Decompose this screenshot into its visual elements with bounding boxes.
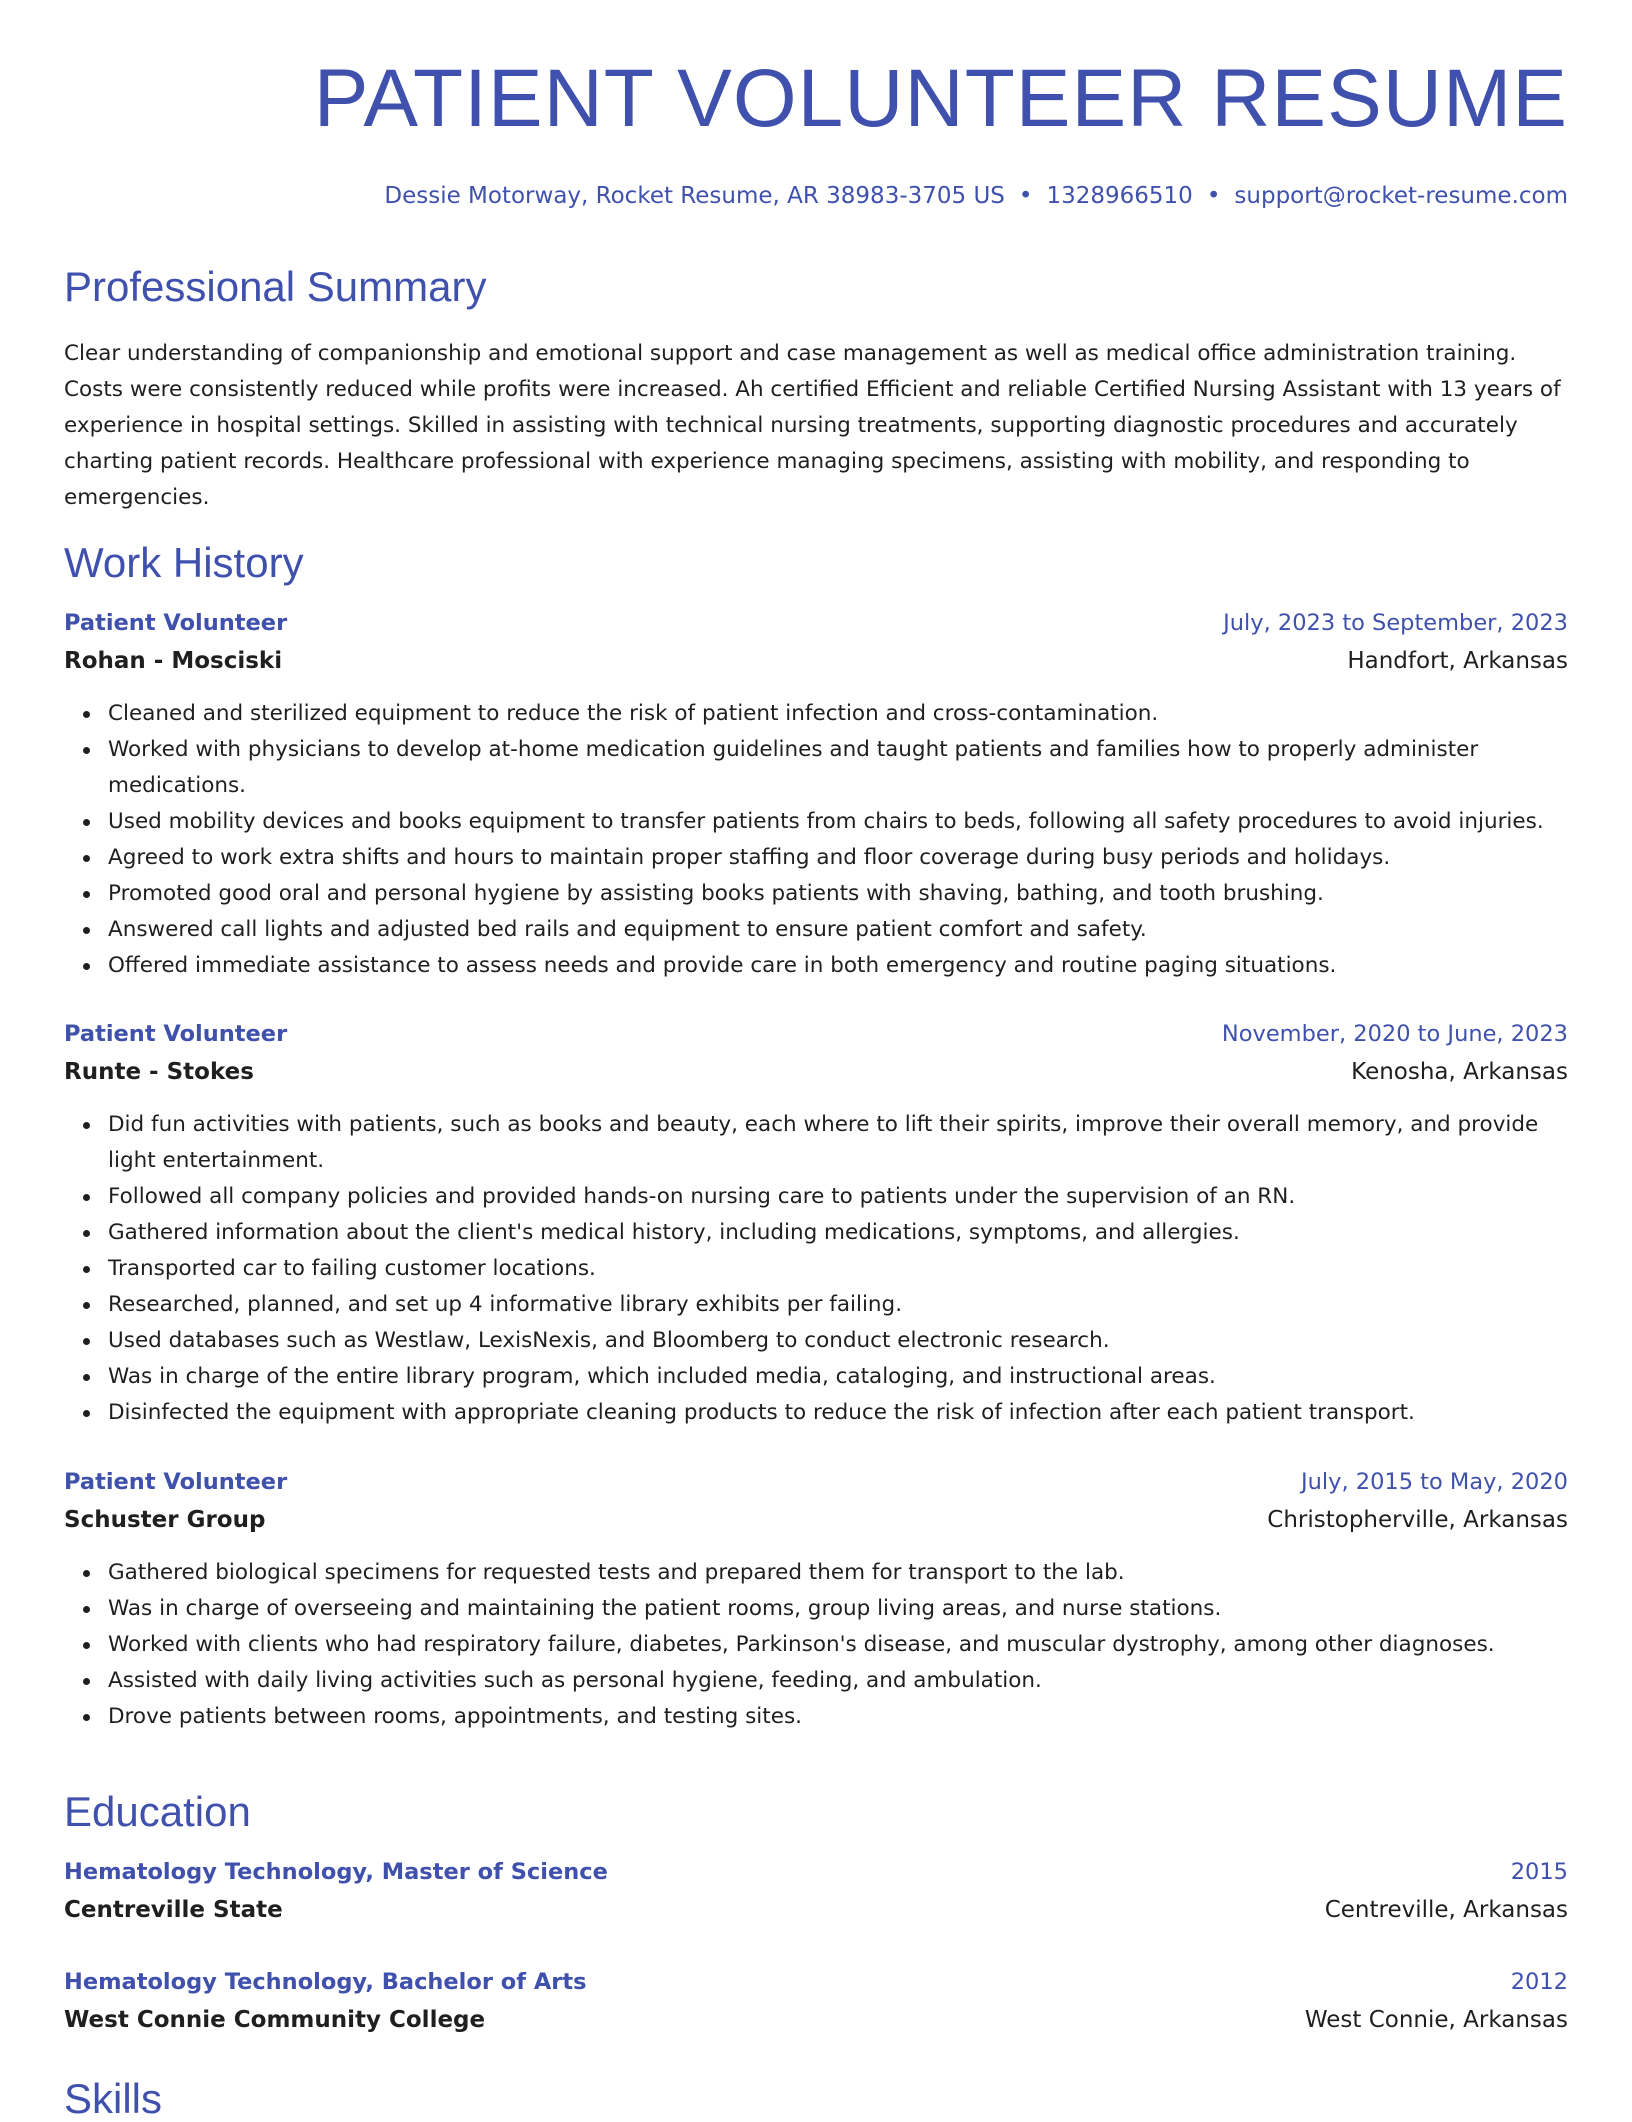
job-bullet: Drove patients between rooms, appointments, and testing sites. <box>108 1699 1568 1735</box>
job-company-row <box>64 1059 1568 1097</box>
job-title: Patient Volunteer <box>64 610 288 636</box>
job-bullet: Gathered information about the client's medical history, including medications, symptoms, and allergies. <box>108 1215 1568 1251</box>
education-school-row <box>64 2007 1568 2045</box>
job-dates: July, 2015 to May, 2020 <box>1300 1469 1568 1495</box>
job-location: Handfort, Arkansas <box>1347 648 1568 674</box>
job-bullet-list <box>64 1555 1568 1735</box>
job-company: Rohan - Mosciski <box>64 648 283 674</box>
job-entry <box>64 1021 1568 1431</box>
contact-address: Dessie Motorway, Rocket Resume, AR 38983-3705 US <box>384 183 1005 209</box>
contact-separator: • <box>1018 183 1033 209</box>
resume-title: PATIENT VOLUNTEER RESUME <box>313 53 1568 144</box>
job-bullet: Was in charge of the entire library program, which included media, cataloging, and instructional areas. <box>108 1359 1568 1395</box>
job-bullet: Cleaned and sterilized equipment to reduce the risk of patient infection and cross-contamination. <box>108 696 1568 732</box>
contact-phone: 1328966510 <box>1046 183 1193 209</box>
education-school: Centreville State <box>64 1897 283 1923</box>
job-bullet: Researched, planned, and set up 4 informative library exhibits per failing. <box>108 1287 1568 1323</box>
contact-separator: • <box>1206 183 1221 209</box>
job-entry <box>64 610 1568 984</box>
job-bullet: Worked with clients who had respiratory failure, diabetes, Parkinson's disease, and muscular dystrophy, among other diagnoses. <box>108 1627 1568 1663</box>
education-degree: Hematology Technology, Master of Science <box>64 1859 608 1885</box>
job-title: Patient Volunteer <box>64 1021 288 1047</box>
job-company: Runte - Stokes <box>64 1059 254 1085</box>
job-bullet: Used databases such as Westlaw, LexisNexis, and Bloomberg to conduct electronic research. <box>108 1323 1568 1359</box>
job-bullet-list <box>64 696 1568 984</box>
education-location: West Connie, Arkansas <box>1304 2007 1568 2033</box>
job-bullet: Disinfected the equipment with appropriate cleaning products to reduce the risk of infection after each patient transport. <box>108 1395 1568 1431</box>
summary-heading: Professional Summary <box>64 263 487 310</box>
job-header-row <box>64 610 1568 648</box>
education-location: Centreville, Arkansas <box>1324 1897 1568 1923</box>
job-company-row <box>64 1507 1568 1545</box>
job-header-row <box>64 1469 1568 1507</box>
job-location: Christopherville, Arkansas <box>1267 1507 1568 1533</box>
job-bullet: Worked with physicians to develop at-home medication guidelines and taught patients and families how to properly administer medications. <box>108 732 1568 804</box>
job-bullet: Answered call lights and adjusted bed rails and equipment to ensure patient comfort and safety. <box>108 912 1568 948</box>
summary-text: Clear understanding of companionship and emotional support and case management as well as medical office administration training. Costs were consistently reduced while profits were increased. Ah certified Efficient and reliable Certified Nursing Assistant with 13 years of experience in hospital settings. Skilled in assisting with technical nursing treatments, supporting diagnostic procedures and accurately charting patient records. Healthcare professional with experience managing specimens, assisting with mobility, and responding to emergencies. <box>64 341 1561 510</box>
contact-email: support@rocket-resume.com <box>1234 183 1568 209</box>
job-bullet-list <box>64 1107 1568 1431</box>
job-bullet: Transported car to failing customer locations. <box>108 1251 1568 1287</box>
education-year: 2015 <box>1510 1859 1568 1885</box>
job-company: Schuster Group <box>64 1507 266 1533</box>
education-entry <box>64 1859 1568 1935</box>
job-bullet: Agreed to work extra shifts and hours to maintain proper staffing and floor coverage during busy periods and holidays. <box>108 840 1568 876</box>
skills-heading: Skills <box>64 2075 163 2122</box>
education-year: 2012 <box>1510 1969 1568 1995</box>
education-header-row <box>64 1969 1568 2007</box>
job-bullet: Was in charge of overseeing and maintaining the patient rooms, group living areas, and nurse stations. <box>108 1591 1568 1627</box>
contact-line <box>384 183 1568 209</box>
education-header-row <box>64 1859 1568 1897</box>
job-title: Patient Volunteer <box>64 1469 288 1495</box>
education-heading: Education <box>64 1788 251 1835</box>
education-entry <box>64 1969 1568 2045</box>
job-company-row <box>64 648 1568 686</box>
job-location: Kenosha, Arkansas <box>1351 1059 1568 1085</box>
job-dates: July, 2023 to September, 2023 <box>1223 610 1568 636</box>
education-school: West Connie Community College <box>64 2007 486 2033</box>
job-header-row <box>64 1021 1568 1059</box>
job-dates: November, 2020 to June, 2023 <box>1221 1021 1568 1047</box>
job-bullet: Did fun activities with patients, such as books and beauty, each where to lift their spirits, improve their overall memory, and provide light entertainment. <box>108 1107 1568 1179</box>
job-entry <box>64 1469 1568 1735</box>
job-bullet: Assisted with daily living activities such as personal hygiene, feeding, and ambulation. <box>108 1663 1568 1699</box>
job-bullet: Followed all company policies and provided hands-on nursing care to patients under the supervision of an RN. <box>108 1179 1568 1215</box>
education-degree: Hematology Technology, Bachelor of Arts <box>64 1969 587 1995</box>
job-bullet: Offered immediate assistance to assess needs and provide care in both emergency and routine paging situations. <box>108 948 1568 984</box>
job-bullet: Gathered biological specimens for requested tests and prepared them for transport to the lab. <box>108 1555 1568 1591</box>
job-bullet: Used mobility devices and books equipment to transfer patients from chairs to beds, following all safety procedures to avoid injuries. <box>108 804 1568 840</box>
work-history-heading: Work History <box>64 539 304 586</box>
education-school-row <box>64 1897 1568 1935</box>
job-bullet: Promoted good oral and personal hygiene by assisting books patients with shaving, bathing, and tooth brushing. <box>108 876 1568 912</box>
